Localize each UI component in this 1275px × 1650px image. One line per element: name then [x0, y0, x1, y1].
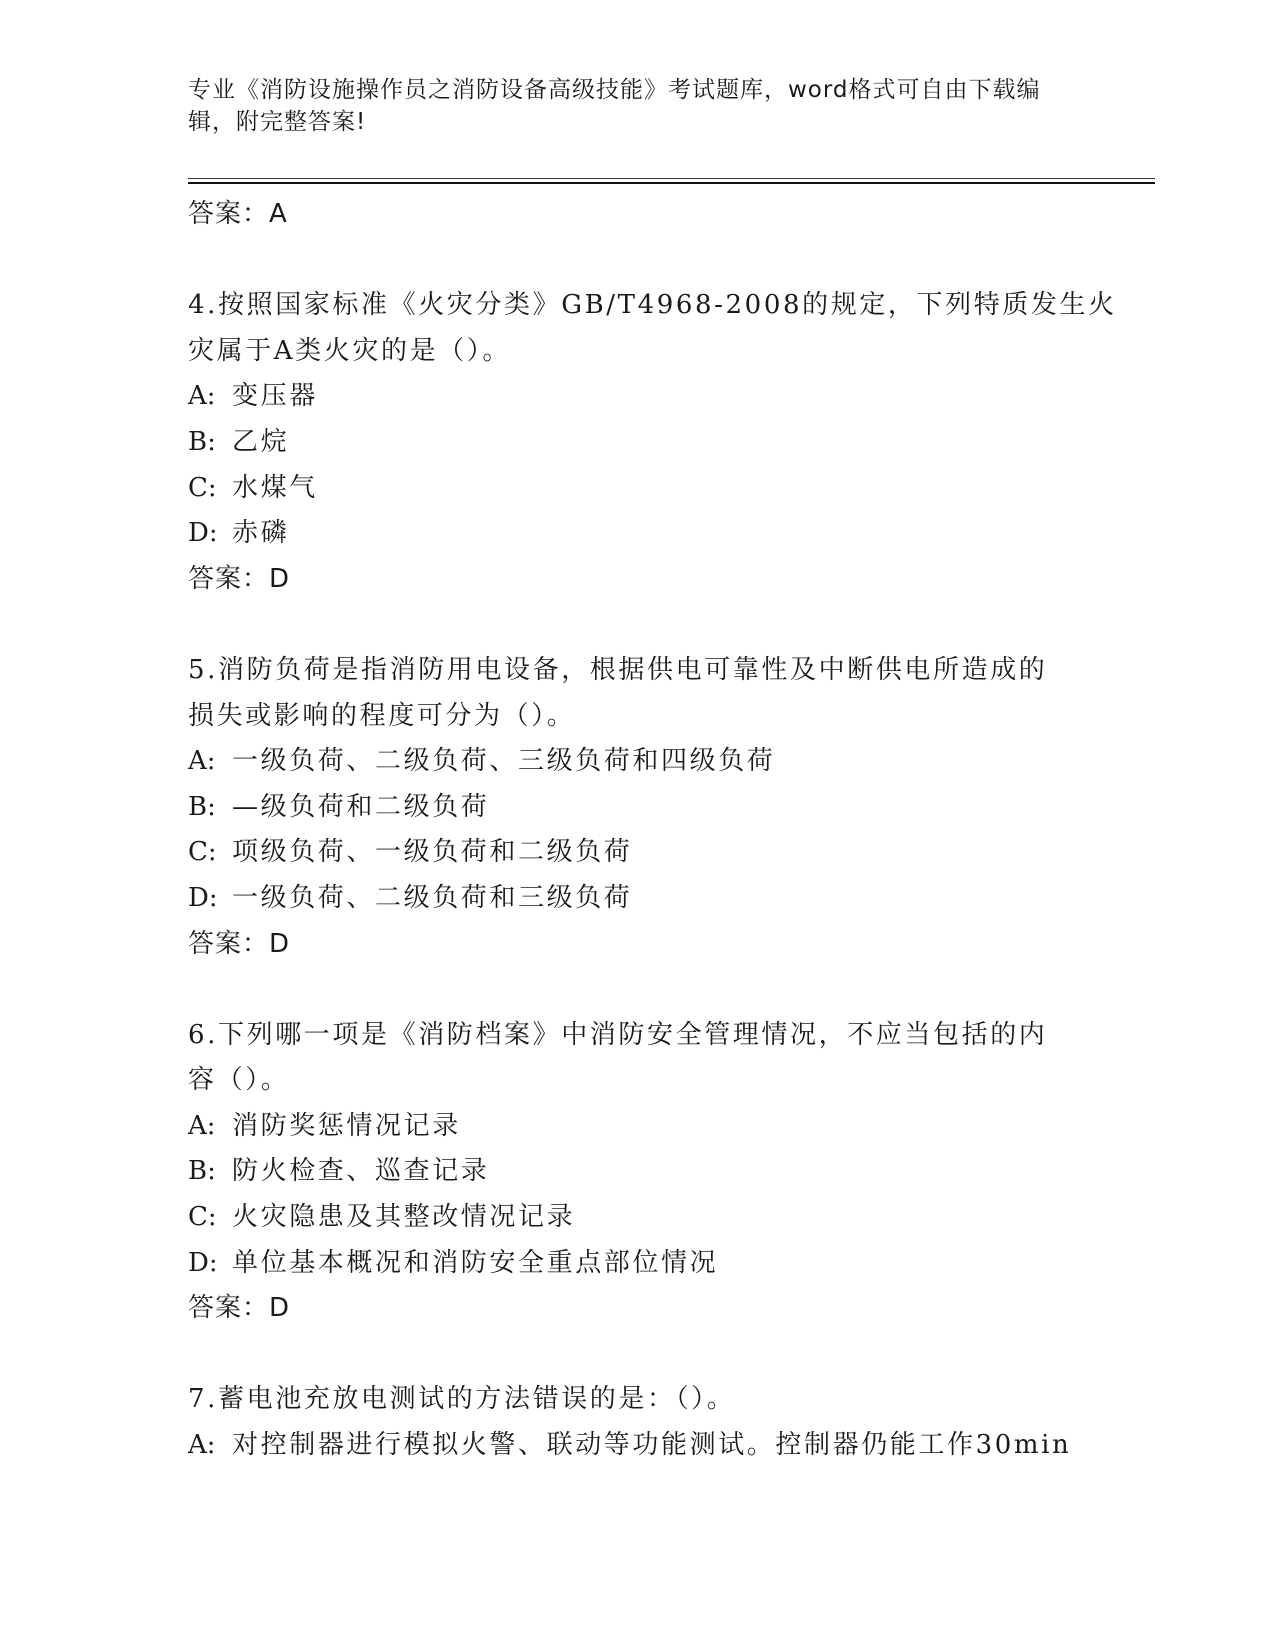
option-text: 一级负荷、二级负荷、三级负荷和四级负荷: [232, 746, 776, 777]
option-letter: A:: [188, 746, 216, 777]
option-d: [188, 876, 1088, 922]
question-text: 灾属于A类火灾的是（）。: [188, 335, 511, 366]
option-d: [188, 1241, 1088, 1287]
option-c: [188, 830, 1088, 876]
option-text: 对控制器进行模拟火警、联动等功能测试。控制器仍能工作30min: [232, 1430, 1072, 1461]
option-b: [188, 785, 1088, 831]
option-text: 一级负荷、二级负荷和三级负荷: [232, 882, 633, 913]
option-letter: B:: [188, 426, 216, 457]
spacer: [188, 238, 1088, 284]
option-letter: C:: [188, 837, 217, 868]
answer-q4: 答案：D: [188, 563, 291, 594]
option-letter: D:: [188, 882, 218, 913]
header-divider-thin: [188, 178, 1155, 179]
option-text: 水煤气: [232, 472, 318, 503]
intro-line-2: 辑，附完整答案!: [188, 109, 367, 135]
answer-q5: 答案：D: [188, 928, 291, 959]
spacer: [188, 967, 1088, 1013]
option-letter: A:: [188, 1110, 216, 1141]
option-letter: A:: [188, 381, 216, 412]
option-a: [188, 739, 1088, 785]
option-text: 乙烷: [232, 426, 290, 457]
option-letter: D:: [188, 518, 218, 549]
question-4: [188, 283, 1117, 602]
option-letter: B:: [188, 1156, 216, 1187]
question-text: 6.下列哪一项是《消防档案》中消防安全管理情况，不应当包括的内: [188, 1019, 1048, 1050]
option-letter: A:: [188, 1430, 216, 1461]
option-text: 火灾隐患及其整改情况记录: [232, 1202, 576, 1233]
option-text: 消防奖惩情况记录: [232, 1110, 461, 1141]
option-text: 防火检查、巡查记录: [232, 1156, 490, 1187]
question-7: [188, 1377, 1088, 1468]
option-letter: C:: [188, 472, 217, 503]
question-text: 损失或影响的程度可分为（）。: [188, 700, 576, 731]
question-text: 5.消防负荷是指消防用电设备，根据供电可靠性及中断供电所造成的: [188, 654, 1048, 685]
header-divider-thick: [188, 182, 1155, 184]
answer-q6: 答案：D: [188, 1293, 291, 1324]
option-text: 项级负荷、一级负荷和二级负荷: [232, 837, 633, 868]
spacer: [188, 602, 1088, 648]
intro-line-1: 专业《消防设施操作员之消防设备高级技能》考试题库，word格式可自由下载编: [188, 77, 1041, 103]
option-text: —级负荷和二级负荷: [232, 791, 490, 822]
option-a: [188, 1104, 1088, 1150]
option-c: [188, 1195, 1088, 1241]
option-letter: C:: [188, 1202, 217, 1233]
question-text: 容（）。: [188, 1065, 290, 1096]
option-letter: D:: [188, 1247, 218, 1278]
option-text: 赤磷: [232, 518, 290, 549]
question-text: 7.蓄电池充放电测试的方法错误的是：（）。: [188, 1384, 736, 1415]
question-list: [188, 192, 1117, 1469]
option-text: 变压器: [232, 381, 318, 412]
question-5: [188, 648, 1088, 967]
option-d: [188, 511, 1088, 557]
option-text: 单位基本概况和消防安全重点部位情况: [232, 1247, 719, 1278]
question-text: 4.按照国家标准《火灾分类》GB/T4968-2008的规定，下列特质发生火: [188, 290, 1117, 321]
option-b: [188, 1149, 1088, 1195]
option-b: [188, 420, 1088, 466]
option-letter: B:: [188, 791, 216, 822]
question-6: [188, 1013, 1088, 1332]
option-a: [188, 374, 1088, 420]
spacer: [188, 1332, 1088, 1378]
option-c: [188, 466, 1088, 512]
document-intro: [188, 74, 1088, 138]
option-a: [188, 1423, 1088, 1469]
answer-q3: 答案：A: [188, 199, 288, 229]
